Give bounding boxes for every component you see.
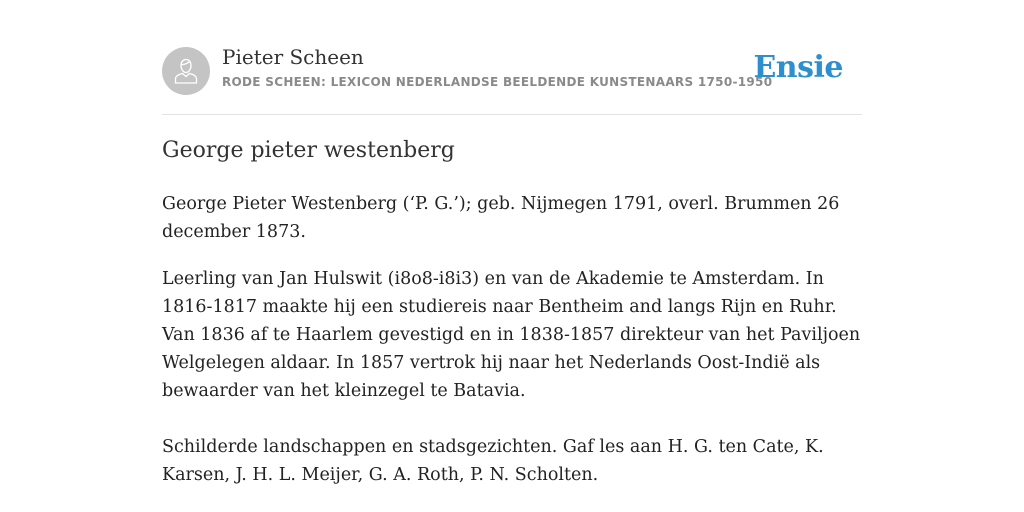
article-paragraph: Leerling van Jan Hulswit (i8o8-i8i3) en van de Akademie te Amsterdam. In 1816-1817 maakte hij een studiereis naar Bentheim and langs Rijn en Ruhr. Van 1836 af te Haarlem gevestigd en in 1838-1857 direkteur van het Paviljoen Welgelegen aldaar. In 1857 vertrok hij naar het Nederlands Oost-Indië als bewaarder van het kleinzegel te Batavia. [162, 269, 861, 401]
source-title[interactable]: RODE SCHEEN: LEXICON NEDERLANDSE BEELDENDE KUNSTENAARS 1750-1950 [222, 75, 773, 89]
article-header [162, 0, 862, 115]
article-paragraph: George Pieter Westenberg (‘P. G.’); geb. Nijmegen 1791, overl. Brummen 26 december 1873. [162, 194, 840, 242]
page-container [162, 0, 862, 485]
user-icon [173, 57, 199, 85]
author-name[interactable]: Pieter Scheen [222, 45, 364, 69]
article-title: George pieter westenberg [162, 138, 455, 163]
author-avatar[interactable] [162, 47, 210, 95]
brand-logo[interactable]: Ensie [753, 50, 843, 85]
article-paragraph: Schilderde landschappen en stadsgezichten. Gaf les aan H. G. ten Cate, K. Karsen, J. H. L. Meijer, G. A. Roth, P. N. Scholten. [162, 437, 824, 485]
